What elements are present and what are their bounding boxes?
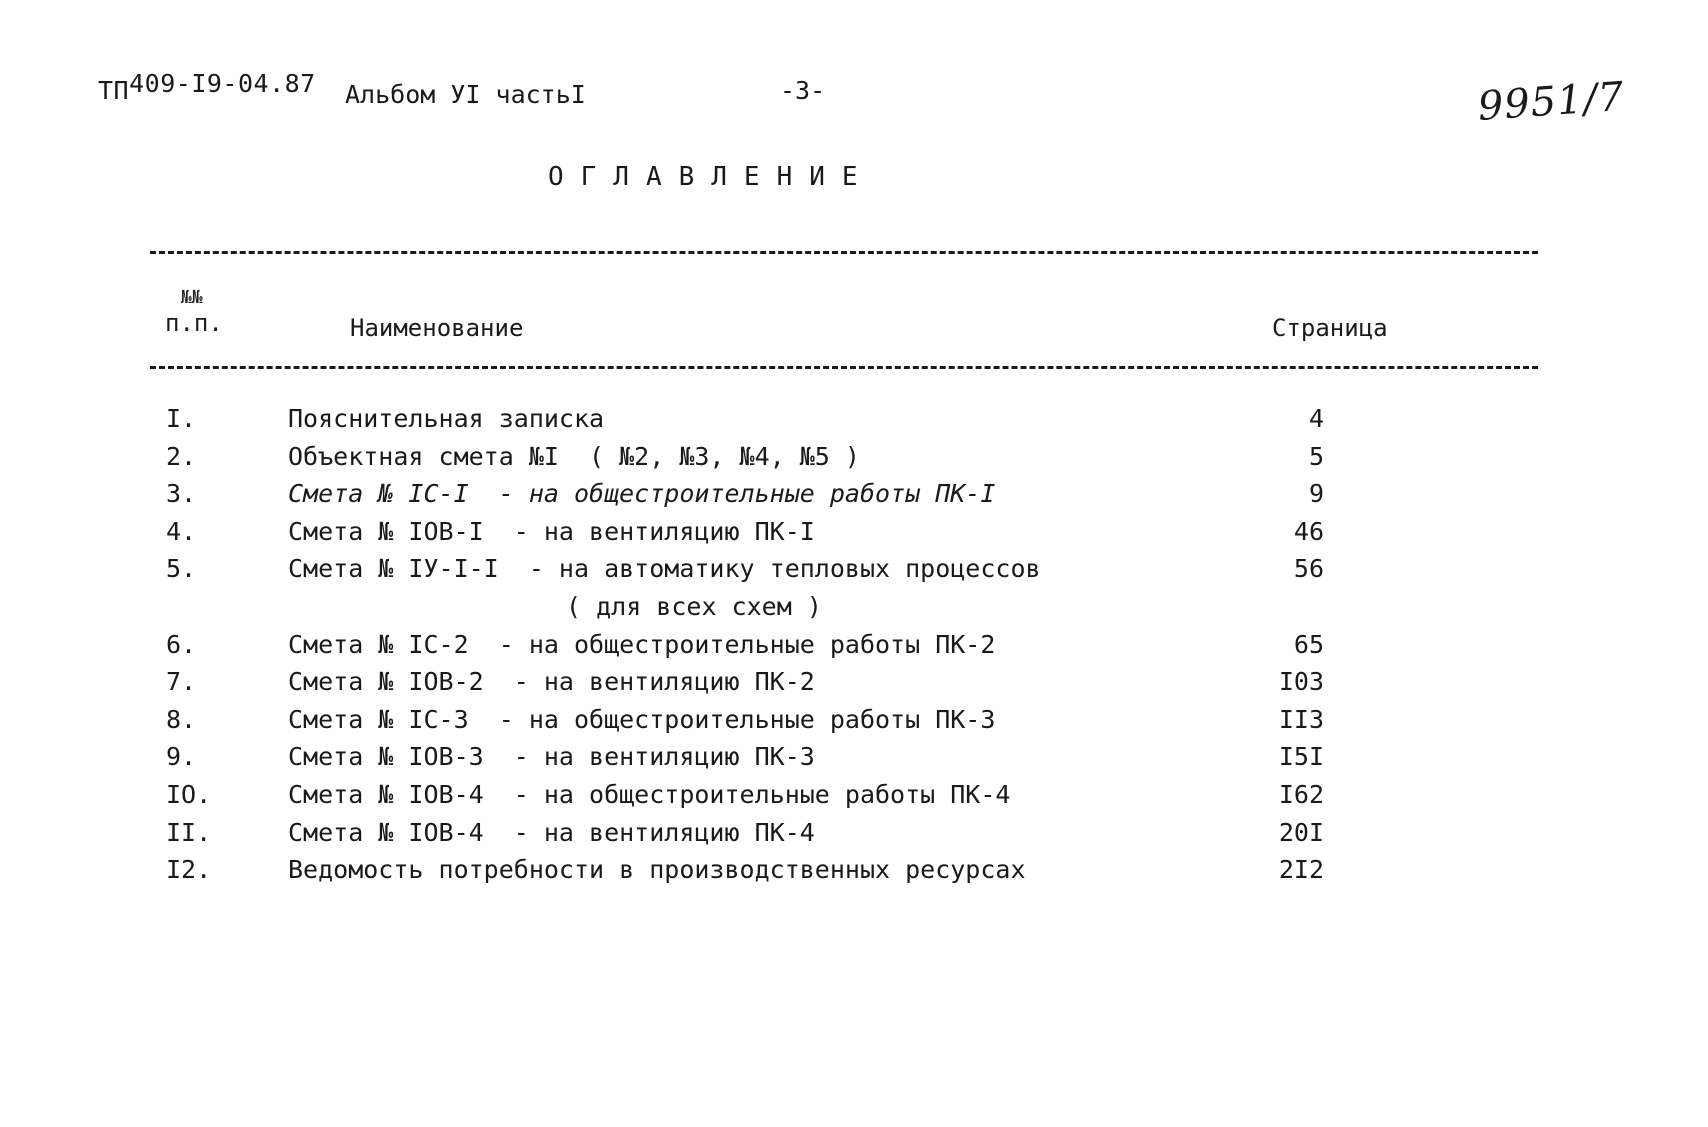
toc-entry-page: 65 — [1293, 629, 1324, 659]
toc-entry — [0, 626, 1708, 664]
toc-entry-page: 46 — [1293, 516, 1324, 546]
toc-entry — [0, 475, 1708, 513]
toc-entry-title: Смета № IC-I - на общестроительные работы ПК-I — [288, 479, 996, 509]
toc-entry-title: Ведомость потребности в производственных ресурсах — [288, 855, 1026, 885]
toc-entry-title: ( для всех схем ) — [566, 591, 822, 621]
toc-entry-page: 5 — [1308, 441, 1324, 471]
toc-entry-number: 4. — [166, 516, 197, 546]
toc-entry-title: Смета № IУ-I-I - на автоматику тепловых процессов — [288, 554, 1041, 584]
table-top-rule — [150, 251, 1538, 254]
toc-entry-title: Объектная смета №I ( №2, №3, №4, №5 ) — [288, 441, 860, 471]
handwritten-inventory-number: 9951/7 — [1476, 73, 1626, 130]
document-code — [98, 69, 316, 105]
page-title: ОГЛАВЛЕНИЕ — [548, 162, 875, 192]
album-label: Альбом УI частьI — [345, 80, 586, 109]
toc-entry — [0, 400, 1708, 438]
toc-entry — [0, 550, 1708, 588]
table-header-rule — [150, 366, 1538, 369]
toc-entry-number: IO. — [166, 779, 212, 809]
toc-entry — [0, 814, 1708, 852]
toc-entry-number: 7. — [166, 667, 197, 697]
toc-entry — [0, 513, 1708, 551]
toc-entry-title: Смета № IOB-4 - на общестроительные работы ПК-4 — [288, 779, 1011, 809]
toc-entry-number: 8. — [166, 704, 197, 734]
toc-entry-page: 20I — [1278, 817, 1324, 847]
toc-entry-page: 9 — [1308, 479, 1324, 509]
toc-entry-page: I5I — [1278, 742, 1324, 772]
toc-entry-page: I03 — [1278, 667, 1324, 697]
toc-entry-number: 2. — [166, 441, 197, 471]
toc-entry-page: 56 — [1293, 554, 1324, 584]
toc-entry-title: Смета № IOB-3 - на вентиляцию ПК-3 — [288, 742, 815, 772]
toc-entry — [0, 438, 1708, 476]
toc-entry — [0, 738, 1708, 776]
toc-entry — [0, 663, 1708, 701]
toc-entry — [0, 851, 1708, 889]
table-of-contents — [0, 400, 1708, 889]
toc-entry-number: 3. — [166, 479, 197, 509]
document-code-prefix: ТП — [98, 76, 130, 105]
page-number: -3- — [780, 76, 826, 105]
toc-entry-page: I62 — [1278, 779, 1324, 809]
toc-entry-page: 4 — [1308, 404, 1324, 433]
toc-entry-title: Смета № IC-3 - на общестроительные работы ПК-3 — [288, 704, 996, 734]
toc-entry — [0, 776, 1708, 814]
toc-entry-number: 5. — [166, 554, 197, 584]
column-header-number-label: п.п. — [165, 309, 223, 337]
column-header-page: Страница — [1272, 314, 1388, 342]
column-header-name: Наименование — [350, 314, 524, 342]
column-header-number-sign: №№ — [181, 287, 203, 308]
toc-entry-page: 2I2 — [1278, 855, 1324, 885]
toc-entry-number: I2. — [166, 855, 212, 885]
toc-entry-title: Смета № IOB-I - на вентиляцию ПК-I — [288, 516, 815, 546]
toc-entry-page: II3 — [1278, 704, 1324, 734]
document-code-number: 409-I9-04.87 — [129, 69, 316, 98]
toc-entry-number: 6. — [166, 629, 197, 659]
toc-entry-continuation — [0, 588, 1708, 626]
toc-entry-title: Смета № IOB-2 - на вентиляцию ПК-2 — [288, 667, 815, 697]
column-header-number — [165, 288, 223, 338]
toc-entry-number: I. — [166, 404, 197, 433]
toc-entry-title: Пояснительная записка — [288, 404, 605, 433]
toc-entry-number: II. — [166, 817, 212, 847]
toc-entry-title: Смета № IC-2 - на общестроительные работы ПК-2 — [288, 629, 996, 659]
toc-entry-number: 9. — [166, 742, 197, 772]
toc-entry-title: Смета № IOB-4 - на вентиляцию ПК-4 — [288, 817, 815, 847]
toc-entry — [0, 701, 1708, 739]
